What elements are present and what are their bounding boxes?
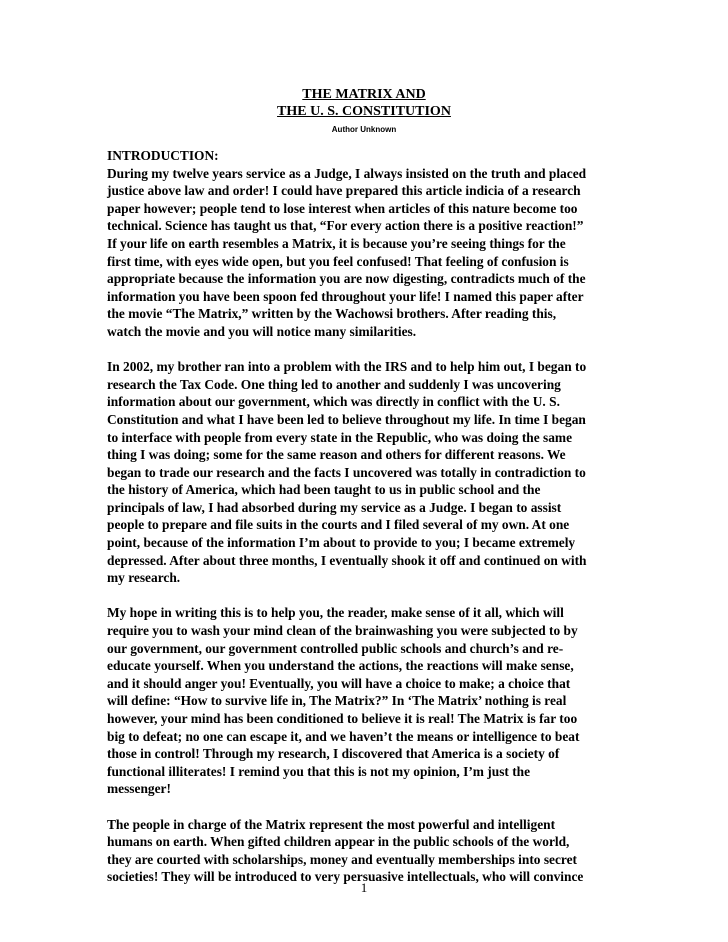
author-line: Author Unknown xyxy=(331,125,397,134)
paragraph-4 xyxy=(107,816,627,886)
paragraph-line: The people in charge of the Matrix represent the most powerful and intelligent xyxy=(107,816,556,832)
paragraph-line: During my twelve years service as a Judge, I always insisted on the truth and placed xyxy=(107,165,587,181)
paragraph-line: My hope in writing this is to help you, the reader, make sense of it all, which will xyxy=(107,605,564,621)
page-number: 1 xyxy=(360,880,368,895)
paragraph-line: If your life on earth resembles a Matrix, it is because you’re seeing things for the xyxy=(107,235,566,251)
paragraph-line: require you to wash your mind clean of the brainwashing you were subjected to by xyxy=(107,623,578,639)
paragraph-gap xyxy=(107,341,627,359)
document-title-line-1: THE MATRIX AND xyxy=(302,87,426,102)
paragraph-line: point, because of the information I’m about to provide to you; I became extremely xyxy=(107,535,576,551)
paragraph-line: functional illiterates! I remind you that this is not my opinion, I’m just the xyxy=(107,763,531,779)
paragraph-line: our government, our government controlled public schools and church’s and re- xyxy=(107,640,564,656)
paragraph-gap xyxy=(107,587,627,605)
paragraph-line: however, your mind has been conditioned to believe it is real! The Matrix is far too xyxy=(107,711,578,726)
paragraph-line: technical. Science has taught us that, “For every action there is a positive reaction!” xyxy=(107,218,584,234)
paragraph-line: paper however; people tend to lose interest when articles of this nature become too xyxy=(107,200,578,216)
paragraph-3 xyxy=(107,604,627,798)
paragraph-line: began to trade our research and the facts I uncovered was totally in contradiction to xyxy=(107,464,586,480)
paragraph-line: societies! They will be introduced to very persuasive intellectuals, who will convince xyxy=(107,869,584,885)
paragraph-line: watch the movie and you will notice many similarities. xyxy=(107,323,417,339)
paragraph-line: information about our government, which was directly in conflict with the U. S. xyxy=(107,394,560,410)
paragraph-line: thing I was doing; some for the same reason and others for different reasons. We xyxy=(107,447,566,463)
paragraph-line: justice above law and order! I could have prepared this article indicia of a research xyxy=(107,183,581,199)
paragraph-line: In 2002, my brother ran into a problem with the IRS and to help him out, I began to xyxy=(107,359,587,375)
document-body xyxy=(107,147,627,886)
paragraph-line: the movie “The Matrix,” written by the Wachowsi brothers. After reading this, xyxy=(107,306,557,322)
paragraph-line: they are courted with scholarships, money and eventually memberships into secret xyxy=(107,851,578,867)
paragraph-line: depressed. After about three months, I eventually shook it off and continued on with xyxy=(107,552,587,568)
paragraph-line: messenger! xyxy=(107,781,171,797)
paragraph-line: Constitution and what I have been led to believe throughout my life. In time I began xyxy=(107,411,586,427)
paragraph-line: those in control! Through my research, I discovered that America is a society of xyxy=(107,746,560,762)
paragraph-line: appropriate because the information you are now digesting, contradicts much of the xyxy=(107,271,586,287)
document-title-line-2: THE U. S. CONSTITUTION xyxy=(277,104,451,119)
paragraph-line: first time, with eyes wide open, but you feel confused! That feeling of confusion is xyxy=(107,253,569,269)
paragraph-line: big to defeat; no one can escape it, and we haven’t the means or intelligence to beat xyxy=(107,728,580,744)
paragraph-line: my research. xyxy=(107,570,181,586)
paragraph-line: and it should anger you! Eventually, you will have a choice to make; a choice that xyxy=(107,675,571,691)
paragraph-line: the history of America, which had been taught to us in public school and the xyxy=(107,482,541,498)
section-heading: INTRODUCTION: xyxy=(107,148,219,163)
paragraph-line: educate yourself. When you understand the actions, the reactions will make sense, xyxy=(107,658,574,674)
paragraph-line: information you have been spoon fed throughout your life! I named this paper after xyxy=(107,288,584,304)
paragraph-line: research the Tax Code. One thing led to another and suddenly I was uncovering xyxy=(107,376,561,392)
paragraph-line: humans on earth. When gifted children appear in the public schools of the world, xyxy=(107,834,570,850)
paragraph-line: people to prepare and file suits in the courts and I filed several of my own. At one xyxy=(107,517,570,533)
paragraph-line: will define: “How to survive life in, The Matrix?” In ‘The Matrix’ nothing is real xyxy=(107,693,567,709)
paragraph-line: to interface with people from every state in the Republic, who was doing the same xyxy=(107,429,573,445)
paragraph-line: principals of law, I had absorbed during my service as a Judge. I began to assist xyxy=(107,499,562,515)
paragraph-1 xyxy=(107,165,627,341)
paragraph-2 xyxy=(107,358,627,587)
paragraph-gap xyxy=(107,798,627,816)
